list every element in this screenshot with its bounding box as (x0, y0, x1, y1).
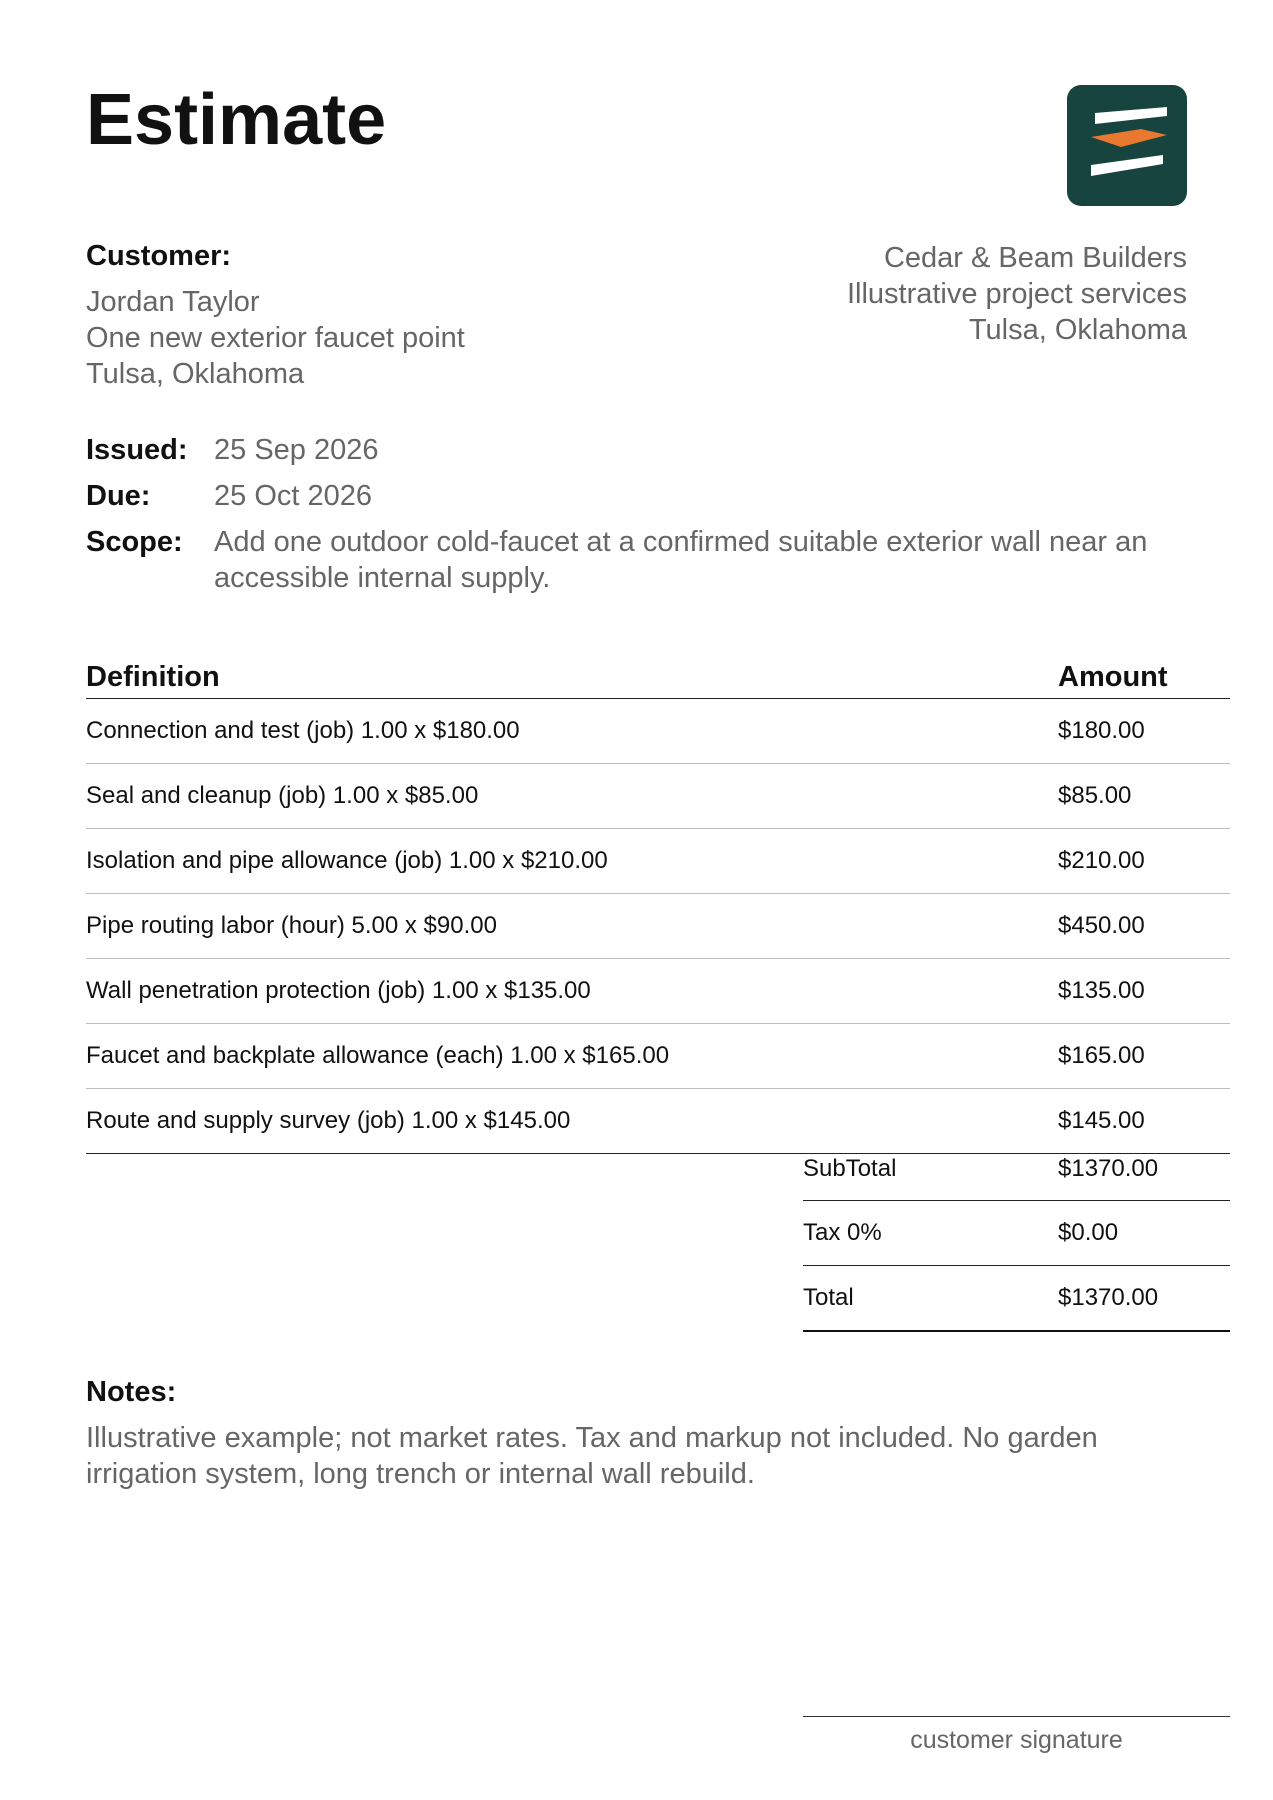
table-header (86, 650, 1230, 699)
tax-label: Tax 0% (803, 1219, 882, 1246)
total-label: Total (803, 1284, 854, 1311)
table-row (86, 1024, 1230, 1089)
due-date: 25 Oct 2026 (214, 480, 372, 512)
row-amount: $85.00 (1058, 782, 1132, 809)
row-definition: Pipe routing labor (hour) 5.00 x $90.00 (86, 912, 497, 939)
notes-label: Notes: (86, 1376, 177, 1408)
due-label: Due: (86, 480, 151, 512)
logo-background (1067, 85, 1187, 206)
estimate-meta (86, 432, 1226, 606)
company-tagline: Illustrative project services (846, 278, 1187, 310)
stacked-layers-logo-icon (1067, 85, 1187, 206)
document-title: Estimate (86, 80, 387, 160)
row-amount: $135.00 (1058, 977, 1145, 1004)
row-definition: Route and supply survey (job) 1.00 x $145.00 (86, 1107, 571, 1134)
issued-label: Issued: (86, 434, 188, 466)
subtotal-label: SubTotal (803, 1155, 897, 1182)
row-definition: Faucet and backplate allowance (each) 1.00 x $165.00 (86, 1042, 670, 1069)
amount-header: Amount (1058, 661, 1168, 693)
signature-line (803, 1716, 1230, 1717)
table-row (86, 894, 1230, 959)
total-row (803, 1266, 1230, 1332)
table-row (86, 699, 1230, 764)
table-row (86, 829, 1230, 894)
scope-text: Add one outdoor cold-faucet at a confirmed suitable exterior wall near an accessible internal supply. (214, 526, 1148, 594)
company-location: Tulsa, Oklahoma (968, 314, 1187, 346)
issued-row (86, 432, 1226, 468)
scope-row (86, 524, 1226, 596)
row-definition: Connection and test (job) 1.00 x $180.00 (86, 717, 520, 744)
customer-project: One new exterior faucet point (86, 322, 465, 354)
totals-block (803, 1143, 1230, 1332)
row-definition: Isolation and pipe allowance (job) 1.00 x $210.00 (86, 847, 608, 874)
row-amount: $145.00 (1058, 1107, 1145, 1134)
row-amount: $210.00 (1058, 847, 1145, 874)
subtotal-value: $1370.00 (1058, 1155, 1159, 1182)
row-definition: Wall penetration protection (job) 1.00 x $135.00 (86, 977, 591, 1004)
table-row (86, 959, 1230, 1024)
customer-label: Customer: (86, 240, 232, 272)
total-value: $1370.00 (1058, 1284, 1159, 1311)
line-items-table (86, 650, 1230, 1154)
customer-name: Jordan Taylor (86, 286, 260, 318)
subtotal-row (803, 1143, 1230, 1201)
signature-label: customer signature (910, 1726, 1123, 1754)
table-row (86, 764, 1230, 829)
row-amount: $450.00 (1058, 912, 1145, 939)
row-amount: $180.00 (1058, 717, 1145, 744)
row-definition: Seal and cleanup (job) 1.00 x $85.00 (86, 782, 479, 809)
row-amount: $165.00 (1058, 1042, 1145, 1069)
definition-header: Definition (86, 661, 220, 693)
tax-row (803, 1201, 1230, 1266)
customer-details (86, 284, 465, 392)
company-name: Cedar & Beam Builders (883, 242, 1187, 274)
due-row (86, 478, 1226, 514)
issued-date: 25 Sep 2026 (214, 434, 379, 466)
notes-text: Illustrative example; not market rates. Tax and markup not included. No garden irrigation system, long trench or internal wall rebuild. (86, 1422, 1098, 1490)
tax-value: $0.00 (1058, 1219, 1119, 1246)
company-details (847, 240, 1187, 348)
scope-label: Scope: (86, 526, 183, 558)
customer-location: Tulsa, Oklahoma (86, 358, 305, 390)
